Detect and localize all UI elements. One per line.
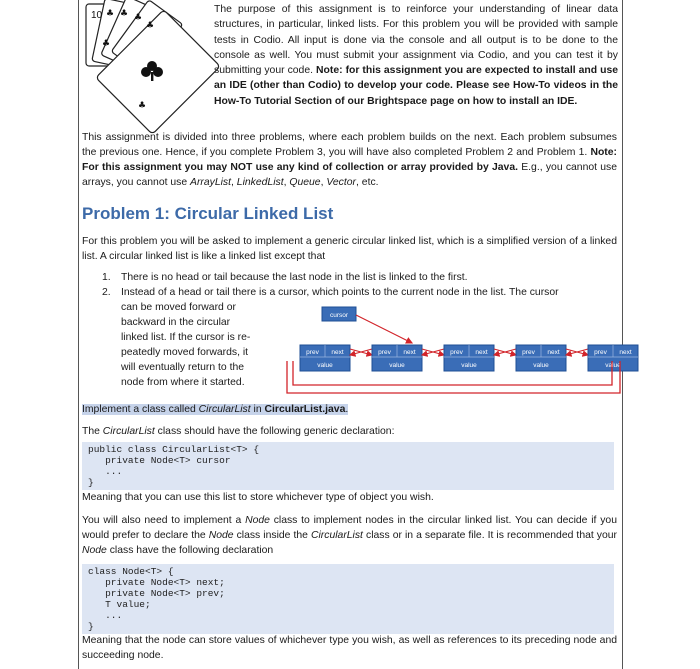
implement-line: Implement a class called CircularList in CircularList.java.	[82, 404, 349, 415]
card-label: 10	[91, 10, 103, 21]
list-node	[300, 345, 350, 371]
list-item: 1. There is no head or tail because the last node in the list is linked to the first.	[102, 272, 468, 283]
node-paragraph: You will also need to implement a Node class to implement nodes in the circular linked list. You can decide if you would prefer to declare the Node class inside the CircularList class or in a separate file. It is recommended that your Node class have the following declaration	[82, 515, 618, 556]
svg-text:♣: ♣	[138, 101, 147, 111]
divided-paragraph: This assignment is divided into three problems, where each problem builds on the next. Each problem subsumes the previous one. Hence, if you complete Problem 3, you will have also completed Problem 2 and Problem 1. Note: For this assignment you may NOT use any kind of collection or array provided by Java. E.g., you cannot use arrays, you cannot use ArrayList, LinkedList, Queue, Vector, etc.	[82, 132, 618, 188]
node-value-label: value	[605, 362, 621, 369]
node-value-label: value	[533, 362, 549, 369]
svg-text:♣: ♣	[134, 13, 143, 23]
node-next-label: next	[547, 349, 560, 356]
code-block-circularlist: public class CircularList<T> { private Node<T> cursor ... }	[82, 442, 614, 490]
node-next-label: next	[403, 349, 416, 356]
list-node	[588, 345, 638, 371]
node-prev-label: prev	[450, 349, 463, 356]
node-next-label: next	[619, 349, 632, 356]
node-value-label: value	[389, 362, 405, 369]
list-item: 2. Instead of a head or tail there is a cursor, which points to the current node in the list. The cursor can be moved forward or backward in the circular linked list. If the cursor is re- peatedly moved forwards, it will eventually return to the node from where it started.	[102, 287, 559, 388]
list-node	[372, 345, 422, 371]
node-prev-label: prev	[522, 349, 535, 356]
node-prev-label: prev	[306, 349, 319, 356]
generic-declaration-line: The CircularList class should have the following generic declaration:	[82, 426, 395, 437]
page-border-left	[78, 0, 79, 669]
meaning-paragraph-2: Meaning that the node can store values of whichever type you wish, as well as references to its preceding node and succeeding node.	[82, 635, 617, 661]
intro-paragraph: The purpose of this assignment is to reinforce your understanding of linear data structures, in particular, linked lists. For this problem you will be provided with sample tests in Codio. All input is done via the console and all output is to be done to the console as well. You must submit your assignment via Codio, and you can test it by submitting your code. Note: for this assignment you are expected to install and use an IDE (other than Codio) to develop your code. Please see How-To videos in the How-To Tutorial Section of our Brightspace page on how to install an IDE.	[214, 4, 618, 107]
node-value-label: value	[461, 362, 477, 369]
svg-text:♣: ♣	[120, 9, 129, 19]
node-next-label: next	[331, 349, 344, 356]
problem-intro: For this problem you will be asked to implement a generic circular linked list, which is a simplified version of a linked list. A circular linked list is like a linked list except that	[82, 236, 617, 262]
cursor-arrow	[356, 315, 412, 343]
problem-heading: Problem 1: Circular Linked List	[82, 204, 334, 223]
list-node	[516, 345, 566, 371]
node-value-label: value	[317, 362, 333, 369]
playing-cards-image	[82, 0, 212, 128]
code-block-node: class Node<T> { private Node<T> next; private Node<T> prev; T value; ... }	[82, 564, 614, 634]
svg-text:♣: ♣	[146, 21, 155, 31]
circular-list-diagram	[282, 303, 632, 403]
node-prev-label: prev	[594, 349, 607, 356]
node-prev-label: prev	[378, 349, 391, 356]
list-node	[444, 345, 494, 371]
svg-text:♣: ♣	[102, 39, 111, 49]
svg-text:♣: ♣	[106, 9, 115, 19]
meaning-paragraph-1: Meaning that you can use this list to store whichever type of object you wish.	[82, 492, 434, 503]
cursor-label: cursor	[329, 312, 349, 319]
node-next-label: next	[475, 349, 488, 356]
